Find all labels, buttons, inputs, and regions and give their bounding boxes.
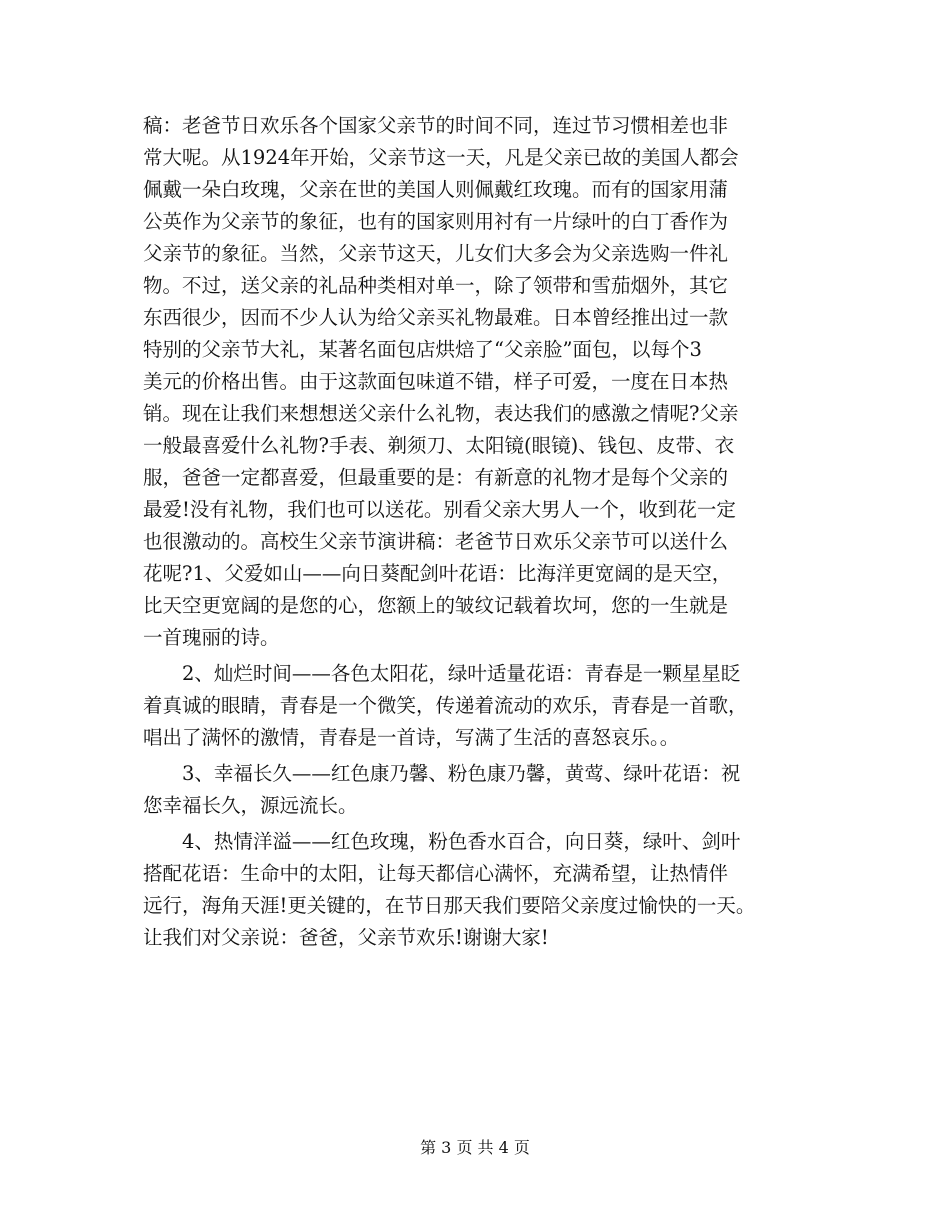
text-line: 让我们对父亲说：爸爸，父亲节欢乐!谢谢大家! — [143, 926, 549, 949]
text-line: 搭配花语：生命中的太阳，让每天都信心满怀，充满希望，让热情伴 — [143, 862, 729, 885]
text-line: 常大呢。从1924年开始，父亲节这一天，凡是父亲已故的美国人都会 — [143, 146, 739, 169]
paragraph-1 — [143, 110, 809, 654]
page-number-footer: 第 3 页 共 4 页 — [420, 1138, 530, 1157]
text-line: 公英作为父亲节的象征，也有的国家则用衬有一片绿叶的白丁香作为 — [143, 210, 729, 233]
text-line: 东西很少，因而不少人认为给父亲买礼物最难。日本曾经推出过一款 — [143, 306, 729, 329]
text-line: 最爱!没有礼物，我们也可以送花。别看父亲大男人一个，收到花一定 — [143, 498, 736, 521]
text-line: 一首瑰丽的诗。 — [143, 626, 280, 649]
text-line: 您幸福长久，源远流长。 — [143, 794, 358, 817]
text-line: 服，爸爸一定都喜爱，但最重要的是：有新意的礼物才是每个父亲的 — [143, 466, 729, 489]
text-line: 佩戴一朵白玫瑰，父亲在世的美国人则佩戴红玫瑰。而有的国家用蒲 — [143, 178, 729, 201]
text-line: 着真诚的眼睛，青春是一个微笑，传递着流动的欢乐，青春是一首歌， — [143, 694, 748, 717]
text-line: 特别的父亲节大礼，某著名面包店烘焙了“父亲脸”面包，以每个3 — [143, 338, 702, 361]
text-line: 销。现在让我们来想想送父亲什么礼物，表达我们的感激之情呢?父亲 — [143, 402, 739, 425]
text-line: 一般最喜爱什么礼物?手表、剃须刀、太阳镜(眼镜)、钱包、皮带、衣 — [143, 434, 735, 457]
text-line: 物。不过，送父亲的礼品种类相对单一，除了领带和雪茄烟外，其它 — [143, 274, 729, 297]
text-line: 也很激动的。高校生父亲节演讲稿：老爸节日欢乐父亲节可以送什么 — [143, 530, 729, 553]
text-line: 远行，海角天涯!更关键的，在节日那天我们要陪父亲度过愉快的一天。 — [143, 894, 756, 917]
paragraph-3 — [143, 758, 809, 822]
text-line: 稿：老爸节日欢乐各个国家父亲节的时间不同，连过节习惯相差也非 — [143, 114, 729, 137]
paragraph-2 — [143, 658, 809, 754]
text-line: 唱出了满怀的激情，青春是一首诗，写满了生活的喜怒哀乐。。 — [143, 726, 680, 749]
paragraph-4 — [143, 826, 809, 954]
text-line: 3、幸福长久——红色康乃馨、粉色康乃馨，黄莺、绿叶花语：祝 — [182, 762, 741, 785]
text-line: 比天空更宽阔的是您的心，您额上的皱纹记载着坎坷，您的一生就是 — [143, 594, 729, 617]
text-line: 美元的价格出售。由于这款面包味道不错，样子可爱，一度在日本热 — [143, 370, 729, 393]
document-body — [143, 110, 809, 958]
text-line: 父亲节的象征。当然，父亲节这天，儿女们大多会为父亲选购一件礼 — [143, 242, 729, 265]
text-line: 4、热情洋溢——红色玫瑰，粉色香水百合，向日葵，绿叶、剑叶 — [182, 830, 741, 853]
text-line: 花呢?1、父爱如山——向日葵配剑叶花语：比海洋更宽阔的是天空， — [143, 562, 732, 585]
text-line: 2、灿烂时间——各色太阳花，绿叶适量花语：青春是一颗星星眨 — [182, 662, 741, 685]
